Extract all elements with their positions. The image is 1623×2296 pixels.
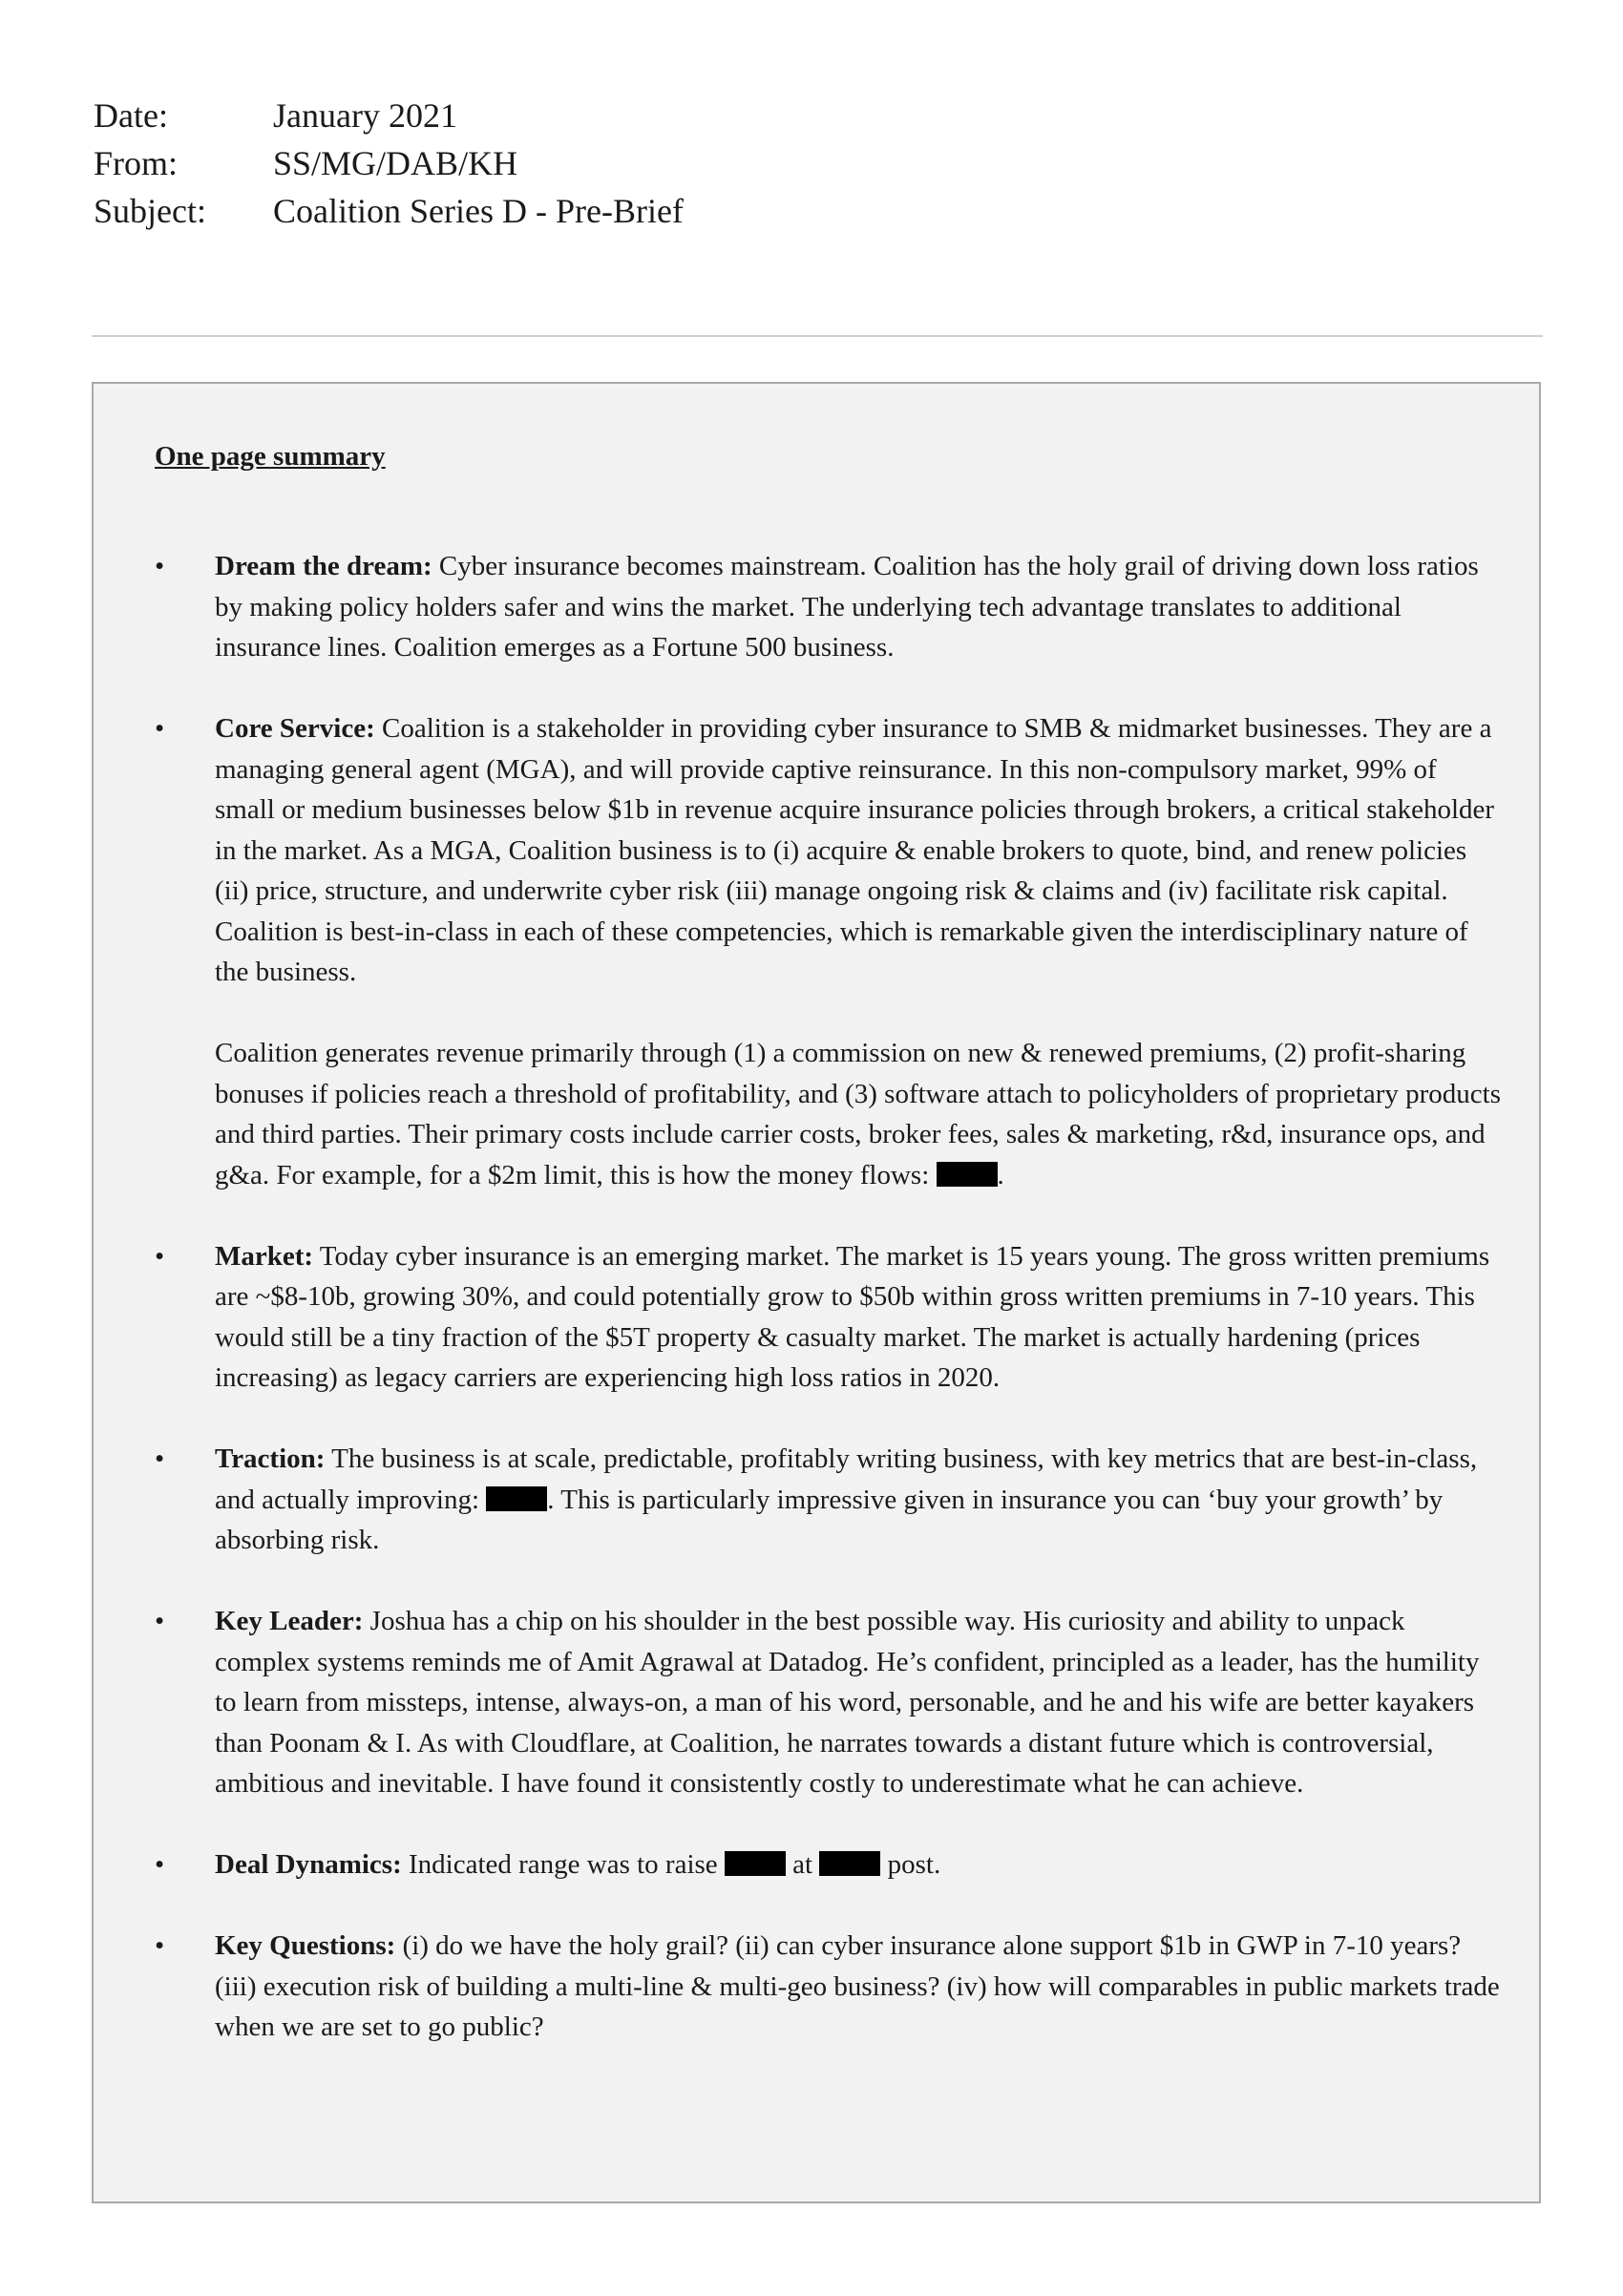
date-value: January 2021 <box>273 96 457 135</box>
redaction-box <box>486 1486 547 1511</box>
date-label: Date: <box>94 96 168 135</box>
bullet-dot: • <box>155 1240 165 1272</box>
bullet-text: Core Service: Coalition is a stakeholder in providing cyber insurance to SMB & midmarket businesses. They are a managing general agent (MGA), and will provide captive reinsurance. In this non-compulsory market, 99% of small or medium businesses below $1b in revenue acquire insurance policies through brokers, a critical stakeholder in the market. As a MGA, Coalition business is to (i) acquire & enable brokers to quote, bind, and renew policies (ii) price, structure, and underwrite cyber risk (iii) manage ongoing risk & claims and (iv) facilitate risk capital. Coalition is best-in-class in each of these competencies, which is remarkable given the interdisciplinary nature of the business. <box>215 713 1495 987</box>
from-label: From: <box>94 144 179 182</box>
bullet-dot: • <box>155 1443 165 1474</box>
bullet-text-continued: Coalition generates revenue primarily through (1) a commission on new & renewed premiums, (2) profit-sharing bonuses if policies reach a threshold of profitability, and (3) software attach to policyholders of proprietary products and third parties. Their primary costs include carrier costs, broker fees, sales & marketing, r&d, insurance ops, and g&a. For example, for a $2m limit, this is how the money flows: . <box>215 1038 1502 1190</box>
bullet-dot: • <box>155 551 165 581</box>
summary-title: One page summary <box>155 441 386 472</box>
bullet-text: Key Leader: Joshua has a chip on his shoulder in the best possible way. His curiosity and ability to unpack complex systems reminds me of Amit Agrawal at Datadog. He’s confident, principled as a leader, has the humility to learn from missteps, intense, always-on, a man of his word, personable, and he and his wife are better kayakers than Poonam & I. As with Cloudflare, at Coalition, he narrates towards a distant future which is controversial, ambitious and inevitable. I have found it consistently costly to underestimate what he can achieve. <box>215 1606 1480 1799</box>
bullet-core-service <box>155 708 1501 1195</box>
memo-header <box>94 92 684 235</box>
bullet-label: Dream the dream: <box>215 551 432 581</box>
bullet-dot: • <box>155 1930 165 1961</box>
bullet-text: Deal Dynamics: Indicated range was to raise at post. <box>215 1849 941 1880</box>
header-divider <box>92 335 1543 337</box>
from-row <box>94 139 684 187</box>
bullet-label: Key Leader: <box>215 1606 364 1636</box>
bullet-label: Core Service: <box>215 713 375 744</box>
redaction-box <box>819 1851 880 1876</box>
date-row <box>94 92 684 139</box>
bullet-dot: • <box>155 1606 165 1636</box>
bullet-label: Key Questions: <box>215 1930 396 1961</box>
subject-row <box>94 187 684 235</box>
bullet-text: Market: Today cyber insurance is an emerging market. The market is 15 years young. The gross written premiums are ~$8-10b, growing 30%, and could potentially grow to $50b within gross written premiums in 7-10 years. This would still be a tiny fraction of the $5T property & casualty market. The market is actually hardening (prices increasing) as legacy carriers are experiencing high loss ratios in 2020. <box>215 1240 1490 1393</box>
redaction-box <box>725 1851 786 1876</box>
bullet-dream <box>155 546 1501 668</box>
bullet-label: Market: <box>215 1240 314 1272</box>
bullet-text: Traction: The business is at scale, predictable, profitably writing business, with key metrics that are best-in-class, and actually improving: . This is particularly impressive given in insurance you can ‘buy your growth’ by absorbing risk. <box>215 1443 1478 1555</box>
bullet-text: Dream the dream: Cyber insurance becomes mainstream. Coalition has the holy grail of driving down loss ratios by making policy holders safer and wins the market. The underlying tech advantage translates to additional insurance lines. Coalition emerges as a Fortune 500 business. <box>215 551 1479 663</box>
bullet-traction <box>155 1439 1501 1561</box>
bullet-market <box>155 1236 1501 1399</box>
subject-label: Subject: <box>94 192 206 230</box>
bullet-dot: • <box>155 1849 165 1880</box>
from-value: SS/MG/DAB/KH <box>273 144 518 182</box>
bullet-label: Deal Dynamics: <box>215 1849 402 1880</box>
bullet-deal-dynamics <box>155 1844 1501 1885</box>
redaction-box <box>937 1162 998 1187</box>
summary-bullets <box>155 546 1501 2088</box>
bullet-text: Key Questions: (i) do we have the holy grail? (ii) can cyber insurance alone support $1b in GWP in 7-10 years? (iii) execution risk of building a multi-line & multi-geo business? (iv) how will comparables in public markets trade when we are set to go public? <box>215 1930 1500 2042</box>
summary-panel <box>92 382 1541 2203</box>
subject-value: Coalition Series D - Pre-Brief <box>273 192 684 230</box>
bullet-key-leader <box>155 1601 1501 1804</box>
bullet-dot: • <box>155 713 165 744</box>
bullet-label: Traction: <box>215 1443 326 1474</box>
bullet-key-questions <box>155 1926 1501 2048</box>
